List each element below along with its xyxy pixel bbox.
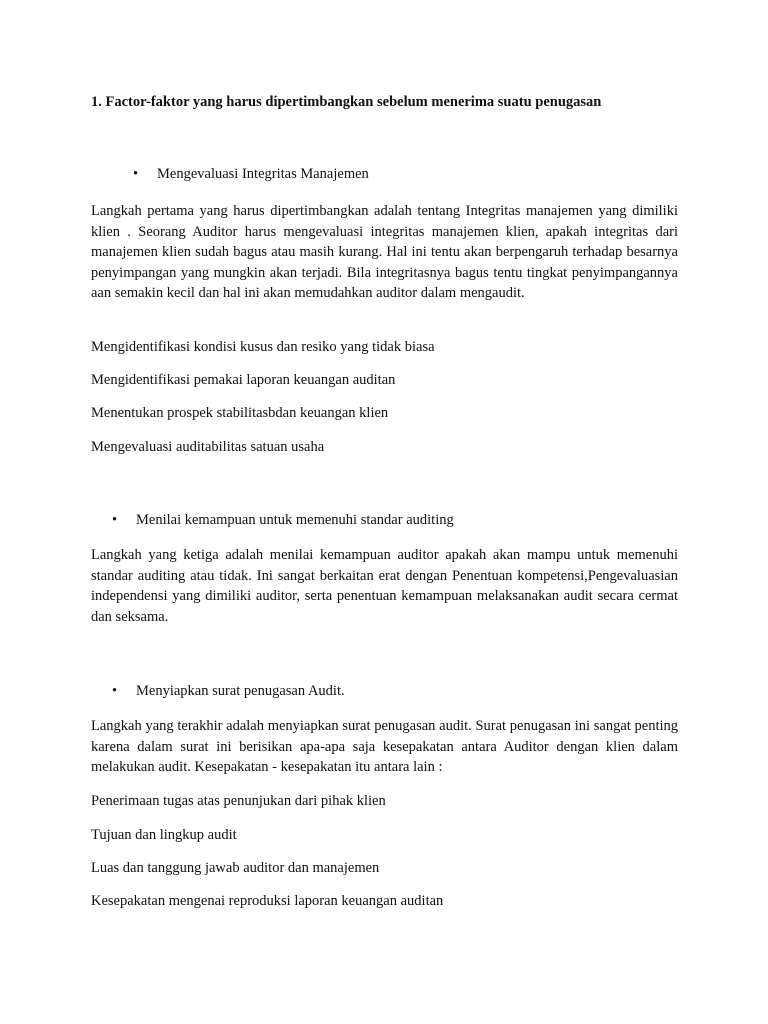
paragraph-standar-auditing: Langkah yang ketiga adalah menilai kemampuan auditor apakah akan mampu untuk memenuhi standar auditing atau tidak. Ini sangat berkaitan erat dengan Penentuan kompetensi,Pengevaluasian independensi yang dimiliki auditor, serta penentuan kemampuan melaksanakan audit secara cermat dan seksama.	[91, 547, 678, 625]
bullet-label: Menyiapkan surat penugasan Audit.	[136, 683, 345, 699]
list-line: Luas dan tanggung jawab auditor dan manajemen	[91, 860, 380, 876]
bullet-symbol: •	[112, 512, 118, 528]
list-line: Mengidentifikasi pemakai laporan keuangan auditan	[91, 372, 396, 388]
list-line: Kesepakatan mengenai reproduksi laporan keuangan auditan	[91, 893, 444, 909]
paragraph-surat-penugasan: Langkah yang terakhir adalah menyiapkan surat penugasan audit. Surat penugasan ini sangat penting karena dalam surat ini berisikan apa-apa saja kesepakatan antara Auditor dengan klien dalam melakukan audit. Kesepakatan - kesepakatan itu antara lain :	[91, 718, 678, 776]
list-line: Penerimaan tugas atas penunjukan dari pihak klien	[91, 793, 386, 809]
list-line: Menentukan prospek stabilitasbdan keuangan klien	[91, 405, 389, 421]
bullet-label: Mengevaluasi Integritas Manajemen	[157, 166, 369, 182]
list-line: Mengevaluasi auditabilitas satuan usaha	[91, 439, 325, 455]
list-line: Tujuan dan lingkup audit	[91, 827, 237, 843]
list-line: Mengidentifikasi kondisi kusus dan resiko yang tidak biasa	[91, 339, 435, 355]
bullet-symbol: •	[133, 166, 139, 182]
section-heading: 1. Factor-faktor yang harus dipertimbangkan sebelum menerima suatu penugasan	[91, 94, 602, 110]
bullet-symbol: •	[112, 683, 118, 699]
bullet-label: Menilai kemampuan untuk memenuhi standar auditing	[136, 512, 454, 528]
paragraph-integritas: Langkah pertama yang harus dipertimbangkan adalah tentang Integritas manajemen yang dimiliki klien . Seorang Auditor harus mengevaluasi integritas manajemen klien, apakah integritas dari manajemen klien sudah bagus atau masih kurang. Hal ini tentu akan berpengaruh terhadap besarnya penyimpangan yang mungkin akan terjadi. Bila integritasnya bagus tentu tingkat penyimpangannya aan semakin kecil dan hal ini akan memudahkan auditor dalam mengaudit.	[91, 203, 678, 302]
